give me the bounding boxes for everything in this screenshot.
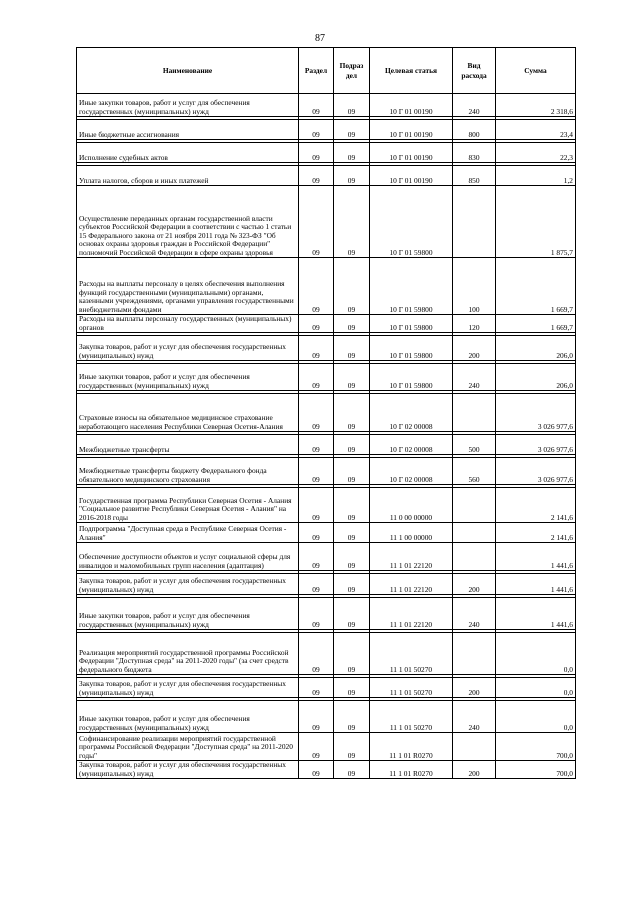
row-amount-cell: 3 026 977,6 — [496, 394, 576, 432]
row-amount-cell: 2 141,6 — [496, 488, 576, 523]
row-subsection-cell: 09 — [334, 315, 370, 333]
row-subsection-cell: 09 — [334, 394, 370, 432]
table-row — [77, 761, 576, 779]
row-section-cell: 09 — [299, 435, 334, 455]
table-row — [77, 143, 576, 163]
row-name-cell: Осуществление переданных органам государственной власти субъектов Российской Федерации в соответствии с частью 1 статьи 15 Федерального закона от 21 ноября 2011 года № 323-ФЗ "Об основах охраны здоровья граждан в Российской Федерации" полномочий Российской Федерации в сфере охраны здоровья — [77, 186, 299, 258]
column-header-name: Наименование — [77, 48, 299, 94]
row-name-cell: Иные бюджетные ассигнования — [77, 120, 299, 140]
row-target-cell: 11 1 00 00000 — [370, 523, 453, 543]
table-row — [77, 166, 576, 186]
row-amount-cell: 0,0 — [496, 678, 576, 698]
row-subsection-cell: 09 — [334, 258, 370, 315]
table-row — [77, 458, 576, 485]
row-expense-type-cell — [453, 186, 496, 258]
row-expense-type-cell: 240 — [453, 364, 496, 391]
table-row — [77, 94, 576, 117]
row-amount-cell: 206,0 — [496, 364, 576, 391]
table-row — [77, 186, 576, 258]
row-target-cell: 10 Г 02 00008 — [370, 394, 453, 432]
table-row — [77, 733, 576, 761]
row-name-cell: Иные закупки товаров, работ и услуг для обеспечения государственных (муниципальных) нужд — [77, 598, 299, 630]
row-expense-type-cell — [453, 633, 496, 675]
row-name-cell: Государственная программа Республики Северная Осетия - Алания "Социальное развитие Республики Северная Осетия - Алания" на 2016-2018 годы — [77, 488, 299, 523]
row-section-cell: 09 — [299, 458, 334, 485]
page-number: 87 — [315, 33, 325, 44]
column-header-target: Целевая статья — [370, 48, 453, 94]
row-expense-type-cell: 200 — [453, 761, 496, 779]
row-subsection-cell: 09 — [334, 678, 370, 698]
table-row — [77, 488, 576, 523]
row-section-cell: 09 — [299, 186, 334, 258]
row-subsection-cell: 09 — [334, 633, 370, 675]
row-subsection-cell: 09 — [334, 94, 370, 117]
row-amount-cell: 2 141,6 — [496, 523, 576, 543]
row-subsection-cell: 09 — [334, 488, 370, 523]
row-section-cell: 09 — [299, 488, 334, 523]
row-amount-cell: 3 026 977,6 — [496, 435, 576, 455]
budget-table — [76, 47, 576, 779]
row-name-cell: Закупка товаров, работ и услуг для обеспечения государственных (муниципальных) нужд — [77, 336, 299, 361]
row-expense-type-cell: 800 — [453, 120, 496, 140]
table-row — [77, 574, 576, 595]
row-section-cell: 09 — [299, 761, 334, 779]
row-target-cell: 11 1 01 22120 — [370, 543, 453, 571]
row-target-cell: 10 Г 01 00190 — [370, 94, 453, 117]
row-section-cell: 09 — [299, 166, 334, 186]
row-name-cell: Иные закупки товаров, работ и услуг для обеспечения государственных (муниципальных) нужд — [77, 701, 299, 733]
row-subsection-cell: 09 — [334, 435, 370, 455]
row-name-cell: Межбюджетные трансферты бюджету Федерального фонда обязательного медицинского страхования — [77, 458, 299, 485]
table-row — [77, 315, 576, 333]
row-amount-cell: 700,0 — [496, 733, 576, 761]
table-row — [77, 435, 576, 455]
row-section-cell: 09 — [299, 258, 334, 315]
row-expense-type-cell: 830 — [453, 143, 496, 163]
row-section-cell: 09 — [299, 678, 334, 698]
row-subsection-cell: 09 — [334, 598, 370, 630]
row-expense-type-cell: 500 — [453, 435, 496, 455]
row-name-cell: Софинансирование реализации мероприятий государственной программы Российской Федерации "Доступная среда" на 2011-2020 годы" — [77, 733, 299, 761]
table-row — [77, 394, 576, 432]
table-row — [77, 336, 576, 361]
row-amount-cell: 0,0 — [496, 701, 576, 733]
row-section-cell: 09 — [299, 120, 334, 140]
row-target-cell: 10 Г 01 00190 — [370, 143, 453, 163]
column-header-subsection: Подраз дел — [334, 48, 370, 94]
row-target-cell: 10 Г 01 59800 — [370, 186, 453, 258]
row-name-cell: Расходы на выплаты персоналу в целях обеспечения выполнения функций государственными (муниципальными) органами, казенными учреждениями, органами управления государственными внебюджетными фондами — [77, 258, 299, 315]
table-row — [77, 364, 576, 391]
row-name-cell: Закупка товаров, работ и услуг для обеспечения государственных (муниципальных) нужд — [77, 761, 299, 779]
table-row — [77, 598, 576, 630]
row-section-cell: 09 — [299, 94, 334, 117]
row-section-cell: 09 — [299, 523, 334, 543]
row-target-cell: 10 Г 02 00008 — [370, 458, 453, 485]
row-section-cell: 09 — [299, 364, 334, 391]
row-target-cell: 10 Г 01 59800 — [370, 364, 453, 391]
row-expense-type-cell: 240 — [453, 701, 496, 733]
table-row — [77, 633, 576, 675]
row-subsection-cell: 09 — [334, 364, 370, 391]
row-name-cell: Иные закупки товаров, работ и услуг для обеспечения государственных (муниципальных) нужд — [77, 94, 299, 117]
row-amount-cell: 2 318,6 — [496, 94, 576, 117]
row-expense-type-cell: 200 — [453, 678, 496, 698]
row-section-cell: 09 — [299, 143, 334, 163]
row-amount-cell: 23,4 — [496, 120, 576, 140]
row-amount-cell: 3 026 977,6 — [496, 458, 576, 485]
row-expense-type-cell: 200 — [453, 574, 496, 595]
table-row — [77, 258, 576, 315]
row-amount-cell: 0,0 — [496, 633, 576, 675]
table-header-row — [77, 48, 576, 94]
column-header-expense-type: Вид расхода — [453, 48, 496, 94]
column-header-section: Раздел — [299, 48, 334, 94]
table-row — [77, 701, 576, 733]
row-subsection-cell: 09 — [334, 186, 370, 258]
row-section-cell: 09 — [299, 633, 334, 675]
row-target-cell: 10 Г 01 00190 — [370, 120, 453, 140]
row-subsection-cell: 09 — [334, 458, 370, 485]
row-target-cell: 10 Г 02 00008 — [370, 435, 453, 455]
row-name-cell: Исполнение судебных актов — [77, 143, 299, 163]
row-subsection-cell: 09 — [334, 166, 370, 186]
row-amount-cell: 1,2 — [496, 166, 576, 186]
row-target-cell: 11 1 01 50270 — [370, 678, 453, 698]
row-expense-type-cell — [453, 733, 496, 761]
row-expense-type-cell — [453, 523, 496, 543]
row-amount-cell: 206,0 — [496, 336, 576, 361]
row-amount-cell: 1 441,6 — [496, 543, 576, 571]
row-subsection-cell: 09 — [334, 761, 370, 779]
row-subsection-cell: 09 — [334, 701, 370, 733]
row-subsection-cell: 09 — [334, 336, 370, 361]
row-subsection-cell: 09 — [334, 733, 370, 761]
row-amount-cell: 1 441,6 — [496, 574, 576, 595]
column-header-amount: Сумма — [496, 48, 576, 94]
row-expense-type-cell: 240 — [453, 598, 496, 630]
row-section-cell: 09 — [299, 733, 334, 761]
row-target-cell: 11 1 01 R0270 — [370, 761, 453, 779]
row-name-cell: Закупка товаров, работ и услуг для обеспечения государственных (муниципальных) нужд — [77, 574, 299, 595]
table-row — [77, 120, 576, 140]
row-subsection-cell: 09 — [334, 543, 370, 571]
row-target-cell: 11 0 00 00000 — [370, 488, 453, 523]
row-target-cell: 10 Г 01 59800 — [370, 258, 453, 315]
row-subsection-cell: 09 — [334, 574, 370, 595]
row-name-cell: Межбюджетные трансферты — [77, 435, 299, 455]
row-name-cell: Реализация мероприятий государственной программы Российской Федерации "Доступная среда" на 2011-2020 годы" (за счет средств федерального бюджета — [77, 633, 299, 675]
row-amount-cell: 700,0 — [496, 761, 576, 779]
row-amount-cell: 1 669,7 — [496, 315, 576, 333]
table-row — [77, 543, 576, 571]
row-amount-cell: 1 441,6 — [496, 598, 576, 630]
row-name-cell: Иные закупки товаров, работ и услуг для обеспечения государственных (муниципальных) нужд — [77, 364, 299, 391]
row-expense-type-cell: 100 — [453, 258, 496, 315]
row-section-cell: 09 — [299, 394, 334, 432]
row-name-cell: Подпрограмма "Доступная среда в Республике Северная Осетия - Алания" — [77, 523, 299, 543]
row-target-cell: 10 Г 01 59800 — [370, 315, 453, 333]
row-expense-type-cell — [453, 394, 496, 432]
row-expense-type-cell: 120 — [453, 315, 496, 333]
row-expense-type-cell — [453, 543, 496, 571]
row-target-cell: 11 1 01 22120 — [370, 598, 453, 630]
row-name-cell: Страховые взносы на обязательное медицинское страхование неработающего населения Республики Северная Осетия-Алания — [77, 394, 299, 432]
row-name-cell: Закупка товаров, работ и услуг для обеспечения государственных (муниципальных) нужд — [77, 678, 299, 698]
row-subsection-cell: 09 — [334, 523, 370, 543]
row-expense-type-cell: 560 — [453, 458, 496, 485]
row-expense-type-cell: 850 — [453, 166, 496, 186]
row-target-cell: 11 1 01 50270 — [370, 701, 453, 733]
row-section-cell: 09 — [299, 315, 334, 333]
row-subsection-cell: 09 — [334, 143, 370, 163]
row-target-cell: 11 1 01 R0270 — [370, 733, 453, 761]
row-expense-type-cell: 240 — [453, 94, 496, 117]
row-target-cell: 10 Г 01 00190 — [370, 166, 453, 186]
row-amount-cell: 1 875,7 — [496, 186, 576, 258]
row-section-cell: 09 — [299, 701, 334, 733]
row-amount-cell: 1 669,7 — [496, 258, 576, 315]
row-section-cell: 09 — [299, 336, 334, 361]
row-section-cell: 09 — [299, 543, 334, 571]
row-target-cell: 10 Г 01 59800 — [370, 336, 453, 361]
row-name-cell: Обеспечение доступности объектов и услуг социальной сферы для инвалидов и маломобильных групп населения (адаптация) — [77, 543, 299, 571]
row-target-cell: 11 1 01 22120 — [370, 574, 453, 595]
row-subsection-cell: 09 — [334, 120, 370, 140]
row-target-cell: 11 1 01 50270 — [370, 633, 453, 675]
row-expense-type-cell — [453, 488, 496, 523]
row-expense-type-cell: 200 — [453, 336, 496, 361]
row-name-cell: Уплата налогов, сборов и иных платежей — [77, 166, 299, 186]
row-amount-cell: 22,3 — [496, 143, 576, 163]
row-section-cell: 09 — [299, 598, 334, 630]
row-name-cell: Расходы на выплаты персоналу государственных (муниципальных) органов — [77, 315, 299, 333]
row-section-cell: 09 — [299, 574, 334, 595]
table-row — [77, 678, 576, 698]
table-row — [77, 523, 576, 543]
